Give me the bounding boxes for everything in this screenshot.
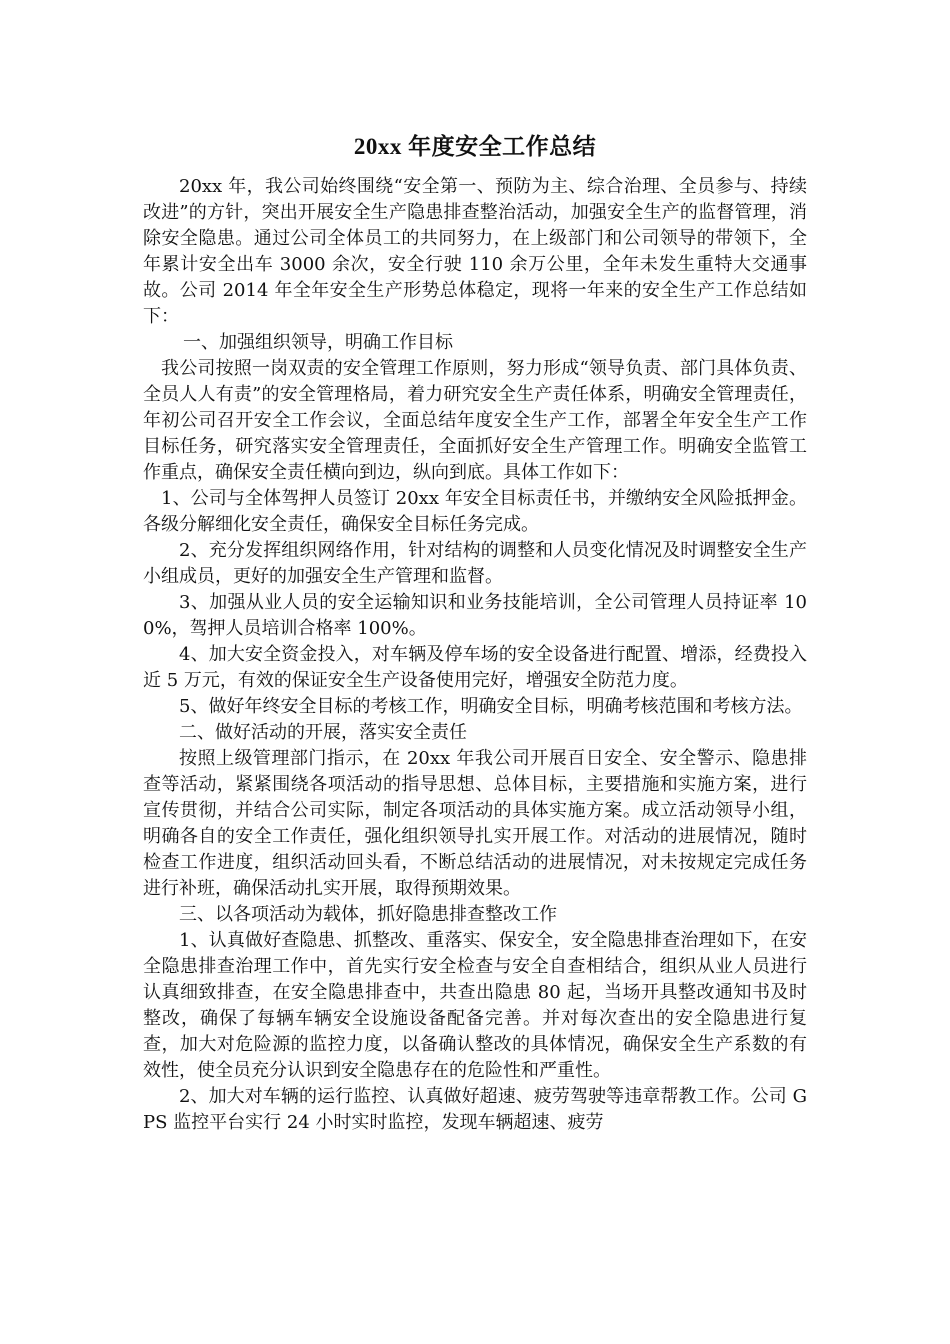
section-1-item-4: 4、加大安全资金投入，对车辆及停车场的安全设备进行配置、增添，经费投入近 5 万元，有效的保证安全生产设备使用完好，增强安全防范力度。 (143, 644, 807, 691)
section-1-item-3: 3、加强从业人员的安全运输知识和业务技能培训，全公司管理人员持证率 100%，驾押人员培训合格率 100%。 (143, 592, 807, 639)
intro-paragraph: 20xx 年，我公司始终围绕“安全第一、预防为主、综合治理、全员参与、持续改进”的方针，突出开展安全生产隐患排查整治活动，加强安全生产的监督管理，消除安全隐患。通过公司全体员工的共同努力，在上级部门和公司领导的带领下，全年累计安全出车 3000 余次，安全行驶 110 余万公里，全年未发生重特大交通事故。公司 2014 年全年安全生产形势总体稳定，现将一年来的安全生产工作总结如下： (143, 176, 807, 327)
section-1-item-2: 2、充分发挥组织网络作用，针对结构的调整和人员变化情况及时调整安全生产小组成员，更好的加强安全生产管理和监督。 (143, 540, 807, 587)
section-heading-1: 一、加强组织领导，明确工作目标 (183, 332, 453, 353)
document-title: 20xx 年度安全工作总结 (353, 134, 597, 159)
section-1-item-5: 5、做好年终安全目标的考核工作，明确安全目标，明确考核范围和考核方法。 (179, 696, 803, 717)
section-heading-2: 二、做好活动的开展，落实安全责任 (179, 722, 467, 743)
section-1-body: 我公司按照一岗双责的安全管理工作原则，努力形成“领导负责、部门具体负责、全员人人有责”的安全管理格局，着力研究安全生产责任体系，明确安全管理责任，年初公司召开安全工作会议，全面总结年度安全生产工作，部署全年安全生产工作目标任务，研究落实安全管理责任，全面抓好安全生产管理工作。明确安全监管工作重点，确保安全责任横向到边，纵向到底。具体工作如下： (143, 358, 807, 483)
section-3-item-1: 1、认真做好查隐患、抓整改、重落实、保安全，安全隐患排查治理如下，在安全隐患排查治理工作中，首先实行安全检查与安全自查相结合，组织从业人员进行认真细致排查，在安全隐患排查中，共查出隐患 80 起，当场开具整改通知书及时整改，确保了每辆车辆安全设施设备配备完善。并对每次查出的安全隐患进行复查，加大对危险源的监控力度，以备确认整改的具体情况，确保安全生产系数的有效性，使全员充分认识到安全隐患存在的危险性和严重性。 (143, 930, 807, 1081)
section-2-body: 按照上级管理部门指示，在 20xx 年我公司开展百日安全、安全警示、隐患排查等活动，紧紧围绕各项活动的指导思想、总体目标，主要措施和实施方案，进行宣传贯彻，并结合公司实际，制定各项活动的具体实施方案。成立活动领导小组，明确各自的安全工作责任，强化组织领导扎实开展工作。对活动的进展情况，随时检查工作进度，组织活动回头看，不断总结活动的进展情况，对未按规定完成任务进行补班，确保活动扎实开展，取得预期效果。 (143, 748, 807, 899)
document-page (143, 130, 807, 1136)
section-heading-3: 三、以各项活动为载体，抓好隐患排查整改工作 (179, 904, 557, 925)
section-3-item-2: 2、加大对车辆的运行监控、认真做好超速、疲劳驾驶等违章帮教工作。公司 GPS 监控平台实行 24 小时实时监控，发现车辆超速、疲劳 (143, 1086, 807, 1133)
section-1-item-1: 1、公司与全体驾押人员签订 20xx 年安全目标责任书，并缴纳安全风险抵押金。各级分解细化安全责任，确保安全目标任务完成。 (143, 488, 807, 535)
